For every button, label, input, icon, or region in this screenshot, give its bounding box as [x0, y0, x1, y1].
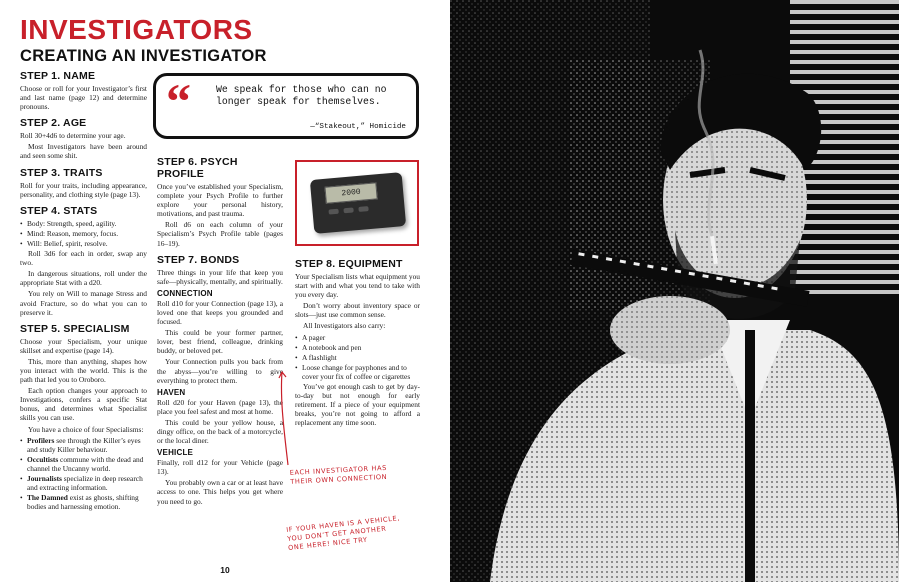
list-item: • A pager [295, 333, 420, 342]
step-4-text: In dangerous situations, roll under the appropriate Stat with a d20. [20, 269, 147, 288]
list-item: • Will: Belief, spirit, resolve. [20, 239, 147, 248]
pager-button [358, 206, 368, 212]
step-8-text: All Investigators also carry: [303, 321, 386, 331]
step-3-heading: STEP 3. TRAITS [20, 166, 103, 179]
specialism-list [20, 436, 147, 512]
step-8-heading: STEP 8. EQUIPMENT [295, 258, 403, 270]
column-1 [20, 70, 147, 512]
connection-heading: CONNECTION [157, 288, 213, 298]
quote-attribution: —“Stakeout,” Homicide [310, 123, 406, 131]
list-item: • A notebook and pen [295, 343, 420, 352]
haven-text: Roll d20 for your Haven (page 13), the place you feel safest and most at home. [157, 397, 283, 416]
pager-button [343, 207, 353, 213]
connection-text: Your Connection pulls you back from the abyss—you’re willing to give everything to protect them. [157, 357, 283, 385]
investigator-photo [450, 0, 899, 582]
step-2-heading: STEP 2. AGE [20, 117, 87, 130]
list-item: • Mind: Reason, memory, focus. [20, 229, 147, 238]
list-item: • A flashlight [295, 353, 420, 362]
list-item: • Occultists commune with the dead and channel the Uncanny world. [20, 455, 147, 473]
page-title: INVESTIGATORS [20, 14, 253, 45]
list-item: • Body: Strength, speed, agility. [20, 219, 147, 228]
haven-heading: HAVEN [157, 387, 186, 397]
pager-image [295, 160, 419, 246]
column-3 [295, 258, 420, 430]
step-6-heading: STEP 6. PSYCH PROFILE [157, 156, 238, 180]
vehicle-text: You probably own a car or at least have access to one. This helps you get where you need to go. [157, 478, 283, 506]
connection-text: Roll d10 for your Connection (page 13), a loved one that keeps you grounded and focused. [157, 298, 283, 327]
pager-screen: 2000 [324, 182, 377, 203]
vehicle-text: Finally, roll d12 for your Vehicle (page 13). [157, 458, 283, 477]
step-7-heading: STEP 7. BONDS [157, 253, 240, 266]
page-number: 10 [220, 565, 230, 575]
step-4-text: Roll 3d6 for each in order, swap any two. [20, 249, 147, 268]
stats-list [20, 219, 147, 248]
step-5-text: Choose your Specialism, your unique skillset and expertise (page 14). [20, 336, 147, 355]
step-7-text: Three things in your life that keep you safe—physically, mentally, and spiritually. [157, 267, 283, 286]
list-item: • Journalists specialize in deep research and extracting information. [20, 474, 147, 492]
list-item: • Loose change for payphones and to cover your fix of coffee or cigarettes [295, 363, 420, 381]
step-5-text: This, more than anything, shapes how you interact with the world. This is the path that led you to Oroboro. [20, 356, 147, 385]
step-4-heading: STEP 4. STATS [20, 204, 98, 217]
list-item: • The Damned exist as ghosts, shifting bodies and harnessing emotion. [20, 493, 147, 511]
quote-box [153, 73, 419, 139]
column-2 [157, 156, 283, 508]
haven-text: This could be your yellow house, a dingy office, on the back of a motorcycle, or the local diner. [157, 417, 283, 446]
step-8-text: Don’t worry about inventory space or slots—just use common sense. [295, 301, 420, 320]
step-5-heading: STEP 5. SPECIALISM [20, 322, 130, 335]
quote-mark-icon: “ [166, 73, 191, 129]
handwritten-note-connection: EACH INVESTIGATOR HAS THEIR OWN CONNECTION [289, 463, 388, 486]
step-2-text: Roll 30+4d6 to determine your age. [20, 131, 126, 141]
step-6-text: Once you’ve established your Specialism, complete your Psych Profile to further explore your personal history, motivations, and past trauma. [157, 182, 283, 219]
note-arrow-icon [278, 370, 298, 470]
list-item: • Profilers see through the Killer’s eyes and study Killer behaviour. [20, 436, 147, 454]
right-page [450, 0, 899, 582]
step-4-text: You rely on Will to manage Stress and avoid Fracture, so do what you can to preserve it. [20, 289, 147, 317]
step-8-text: Your Specialism lists what equipment you start with and what you tend to take with you every day. [295, 272, 420, 300]
step-5-text: Each option changes your approach to Investigations, confers a specific Stat bonus, and determines what Specialist skills you can use. [20, 386, 147, 423]
step-3-text: Roll for your traits, including appearance, personality, and clothing style (page 13). [20, 180, 147, 199]
equipment-list [295, 333, 420, 381]
vehicle-heading: VEHICLE [157, 448, 194, 458]
pager-icon [310, 172, 406, 234]
connection-text: This could be your former partner, lover, best friend, colleague, drinking buddy, or beloved pet. [157, 328, 283, 356]
step-5-text: You have a choice of four Specialisms: [28, 424, 144, 434]
handwritten-note-haven: IF YOUR HAVEN IS A VEHICLE, YOU DON’T GET ANOTHER ONE HERE! NICE TRY [285, 514, 401, 552]
quote-text: We speak for those who can no longer speak for themselves. [216, 84, 387, 107]
pager-button [328, 209, 338, 215]
step-1-heading: STEP 1. NAME [20, 70, 96, 82]
step-1-text: Choose or roll for your Investigator’s first and last name (page 12) and determine pronouns. [20, 84, 147, 112]
step-2-text: Most Investigators have been around and seen some shit. [20, 142, 147, 161]
step-6-text: Roll d6 on each column of your Specialism’s Psych Profile table (pages 16–19). [157, 220, 283, 248]
section-title: CREATING AN INVESTIGATOR [20, 47, 267, 65]
step-8-text: You’ve got enough cash to get by day-to-day but not enough for early retirement. If a piece of your equipment breaks, you’re not going to afford a replacement any time soon. [295, 382, 420, 428]
